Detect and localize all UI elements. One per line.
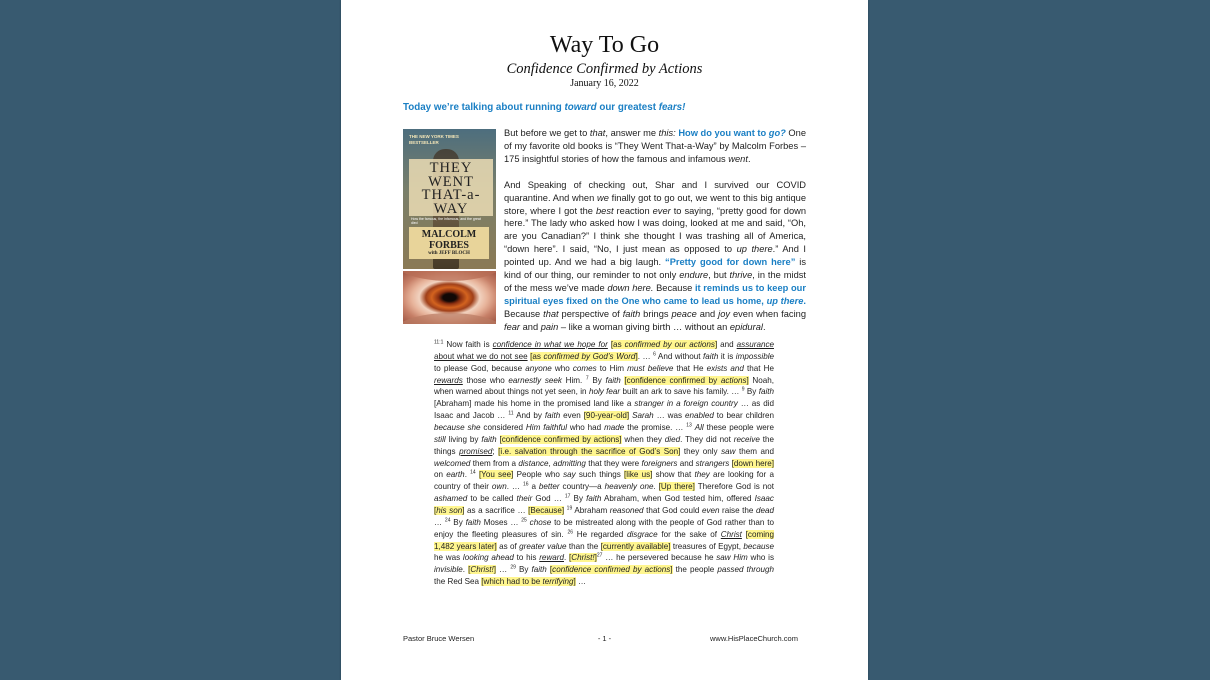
footer-page-number: - 1 - [597,634,612,643]
document-page [341,0,868,680]
page-title: Way To Go [549,32,660,58]
book-tagline: How the famous, the infamous, and the great died [411,217,481,225]
book-author: MALCOLM FORBES with JEFF BLOCH [409,227,489,259]
lead-line: Today we’re talking about running toward our greatest fears! [403,102,686,113]
footer-author: Pastor Bruce Wersen [403,634,475,643]
page-date: January 16, 2022 [570,78,639,89]
paragraph-intro: But before we get to that, answer me this: How do you want to go? One of my favorite old books is “They Went That-a-Way” by Malcolm Forbes – 175 insightful stories of how the famous and infamous went. [504,128,806,164]
page-subtitle: Confidence Confirmed by Actions [506,61,703,77]
scripture-passage: $^{11:1}$ Now faith is confidence in what we hope for [as confirmed by our actions] and assurance about what we do not see [as confirmed by God’s Word]. … $^6$ And without faith it is impossible to please God, because anyone who comes to Him must believe that He exists and that He rewards those who earnestly seek Him. $^7$ By faith [confidence confirmed by actions] Noah, when warned about things not yet seen, in holy fear built an ark to save his family. … $^9$ By faith [Abraham] made his home in the promised land like a stranger in a foreign country … as did Isaac and Jacob … $^{11}$ And by faith even [90-year-old] Sarah … was enabled to bear children because she considered Him faithful who had made the promise. … $^{13}$ All these people were still living by faith [confidence confirmed by actions] when they died. They did not receive the things promised; [i.e. salvation through the sacrifice of God’s Son] they only saw them and welcomed them from a distance, admitting that they were foreigners and strangers [down here] on earth. $^{14}$ [You see] People who say such things [like us] show that they are looking for a country of their own. … $^{16}$ a better country—a heavenly one. [Up there] Therefore God is not ashamed to be called their God … $^{17}$ By faith Abraham, when God tested him, offered Isaac [his son] as a sacrifice … [Because] $^{19}$ Abraham reasoned that God could even raise the dead … $^{24}$ By faith Moses … $^{25}$ chose to be mistreated along with the people of God rather than to enjoy the fleeting pleasures of sin. $^{26}$ He regarded disgrace for the sake of Christ [coming 1,482 years later] as of greater value than the [currently available] treasures of Egypt, because he was looking ahead to his reward. [Christ!]$^{27}$ … he persevered because he saw Him who is invisible. [Christ!] … $^{29}$ By faith [confidence confirmed by actions] the people passed through the Red Sea [which had to be terrifying] … [434,339,775,587]
body-text [504,127,806,347]
footer-website: www.HisPlaceChurch.com [710,634,798,643]
book-banner: THE NEW YORK TIMES BESTSELLER [409,134,459,145]
eye-image [403,271,496,324]
paragraph-story: And Speaking of checking out, Shar and I survived our COVID quarantine. And when we finally got to go out, we went to this big antique store, where I got the best reaction ever to saying, “pretty good for down here.” The lady who asked how I was doing, looked at me and said, “Oh, are you Canadian?” I think she thought I was trashing all of America, “down here”. I said, “No, I just mean as opposed to up there.” And I pointed up. And we had a big laugh. “Pretty good for down here” is kind of our thing, our reminder to not only endure, but thrive, in the midst of the mess we’ve made down here. Because it reminds us to keep our spiritual eyes fixed on the One who came to lead us home, up there. Because that perspective of faith brings peace and joy even when facing fear and pain – like a woman giving birth … without an epidural. [504,179,807,332]
book-cover-image [403,129,496,269]
book-title: THEY WENT THAT-a-WAY [409,159,493,216]
